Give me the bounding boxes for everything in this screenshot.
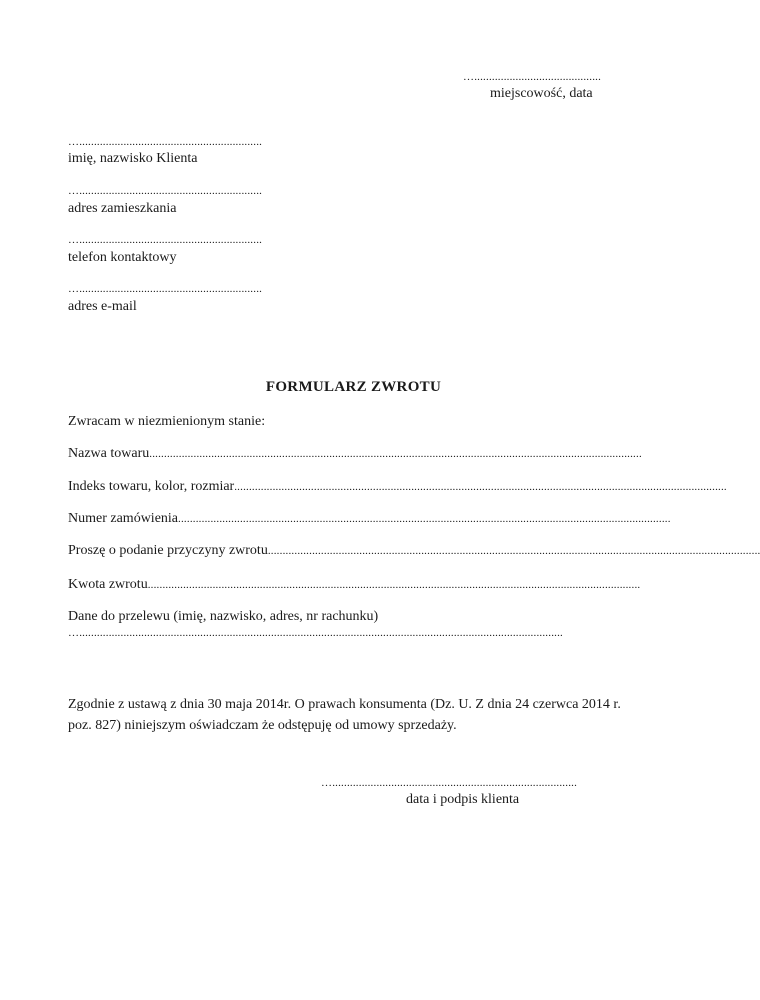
field-refund-amount-label: Kwota zwrotu [68, 577, 148, 592]
client-name-label: imię, nazwisko Klienta [68, 151, 198, 166]
field-product-index-dots[interactable]: ....................................................................................................................................................................... [234, 481, 727, 493]
client-address-line[interactable]: ….............................................................. [68, 185, 263, 197]
field-return-reason-dots[interactable]: ....................................................................................................................................................................... [267, 545, 760, 557]
place-date-label: miejscowość, data [490, 86, 593, 101]
field-product-index[interactable] [68, 479, 727, 495]
signature-label: data i podpis klienta [406, 792, 520, 807]
field-transfer-details-label: Dane do przelewu (imię, nazwisko, adres, nr rachunku) [68, 609, 379, 624]
field-return-reason[interactable] [68, 543, 760, 559]
client-address-label: adres zamieszkania [68, 201, 177, 216]
client-email-label: adres e-mail [68, 299, 137, 314]
client-name-line[interactable]: ….............................................................. [68, 136, 263, 148]
field-product-name[interactable] [68, 446, 642, 462]
field-transfer-details-line[interactable]: ….................................................................................................................................................................... [68, 627, 563, 639]
place-date-line: …........................................... [463, 71, 602, 83]
consumer-statement: Zgodnie z ustawą z dnia 30 maja 2014r. O prawach konsumenta (Dz. U. Z dnia 24 czerwca 2014 r. poz. 827) niniejszym oświadczam że odstępuję od umowy sprzedaży. [68, 697, 621, 733]
field-order-number-label: Numer zamówienia [68, 511, 179, 526]
client-phone-label: telefon kontaktowy [68, 250, 177, 265]
form-title: FORMULARZ ZWROTU [265, 379, 442, 395]
signature-line[interactable]: …................................................................................... [321, 777, 578, 789]
field-order-number-dots[interactable]: ....................................................................................................................................................................... [178, 513, 671, 525]
form-intro: Zwracam w niezmienionym stanie: [68, 414, 266, 429]
field-product-name-dots[interactable]: ....................................................................................................................................................................... [149, 448, 642, 460]
field-product-index-label: Indeks towaru, kolor, rozmiar [68, 479, 235, 494]
field-order-number[interactable] [68, 511, 671, 527]
field-refund-amount-dots[interactable]: ....................................................................................................................................................................... [147, 579, 641, 591]
client-phone-line[interactable]: ….............................................................. [68, 234, 263, 246]
field-refund-amount[interactable] [68, 577, 641, 593]
field-return-reason-label: Proszę o podanie przyczyny zwrotu [68, 543, 268, 558]
client-email-line[interactable]: ….............................................................. [68, 283, 263, 295]
field-product-name-label: Nazwa towaru [68, 446, 150, 461]
